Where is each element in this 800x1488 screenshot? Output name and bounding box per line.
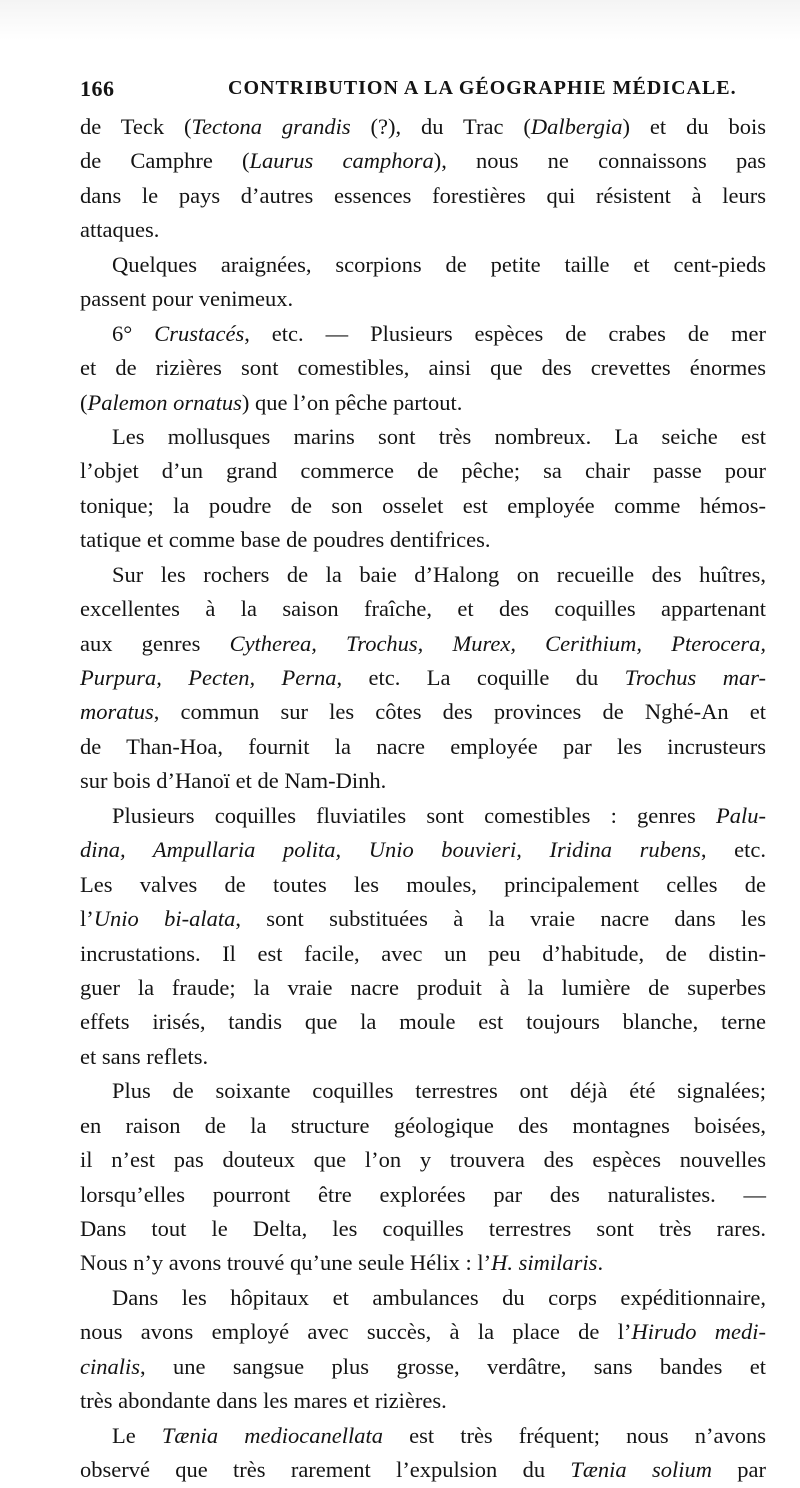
text-line (80, 1419, 766, 1453)
text-run: effets irisés, tandis que la moule est toujours blanche, terne (80, 1009, 766, 1035)
text-line (80, 833, 766, 867)
text-line (80, 351, 766, 385)
italic-text: Tænia solium (570, 1457, 712, 1483)
body-text (80, 110, 766, 1488)
text-run: ) que l’on pêche partout. (241, 389, 463, 415)
text-run: , etc. La coquille du (336, 665, 625, 690)
text-line (80, 1315, 766, 1349)
page-number: 166 (80, 76, 115, 101)
text-run: Le (112, 1422, 162, 1448)
text-run: Dans les hôpitaux et ambulances du corps expéditionnaire, (112, 1284, 766, 1310)
text-line (80, 592, 766, 626)
text-line (80, 1109, 766, 1143)
italic-text: H. similaris (491, 1250, 598, 1276)
text-line (80, 144, 766, 178)
text-run: Nous n’y avons trouvé qu’une seule Hélix : l’ (80, 1250, 492, 1276)
text-run: en raison de la structure géologique des montagnes boisées, (80, 1112, 766, 1138)
italic-text: Palemon ornatus (87, 389, 242, 415)
text-run: l’objet d’un grand commerce de pêche; sa chair passe pour (80, 458, 766, 484)
text-run: dans le pays d’autres essences forestières qui résistent à leurs (80, 182, 766, 208)
text-run: ), nous ne connaissons pas (433, 148, 766, 174)
italic-text: Tænia mediocanellata (161, 1422, 383, 1448)
text-line (80, 1350, 766, 1384)
text-run: et sans reflets. (80, 1043, 209, 1069)
italic-text: Crustacés (154, 320, 245, 346)
text-line (80, 902, 766, 936)
text-line (80, 1453, 766, 1487)
text-run: de Than-Hoa, fournit la nacre employée par les incrusteurs (80, 733, 766, 759)
text-line (80, 420, 766, 454)
italic-text: cinalis (80, 1353, 140, 1379)
text-run: ( (80, 389, 88, 415)
text-run: est très fréquent; nous n’avons (382, 1422, 766, 1448)
running-title: CONTRIBUTION A LA GÉOGRAPHIE MÉDICALE. (228, 77, 737, 99)
italic-text: Purpura, Pecten, Perna (80, 665, 337, 690)
text-line (80, 558, 766, 592)
italic-text: dina, Ampullaria polita, Unio bouvieri, Iridina rubens (80, 837, 701, 863)
text-line (80, 523, 766, 557)
text-run: , commun sur les côtes des provinces de Nghé-An et (153, 699, 766, 725)
italic-text: Laurus camphora (249, 148, 434, 174)
text-line (80, 1040, 766, 1074)
text-run: l’ (80, 906, 94, 932)
text-line (80, 695, 766, 729)
text-run: tatique et comme base de poudres dentifrices. (80, 527, 491, 553)
text-run: de Teck ( (80, 114, 192, 139)
italic-text: Hirudo medi- (631, 1319, 766, 1345)
text-run: incrustations. Il est facile, avec un peu d’habitude, de distin- (80, 940, 766, 966)
text-line (80, 1143, 766, 1177)
text-line (80, 868, 766, 902)
text-line (80, 1212, 766, 1246)
text-run: tonique; la poudre de son osselet est employée comme hémos- (80, 492, 766, 518)
text-run: , sont substituées à la vraie nacre dans les (235, 906, 766, 932)
text-run: Sur les rochers de la baie d’Halong on recueille des huîtres, (112, 561, 766, 587)
text-run: ) et du bois (622, 114, 766, 139)
text-run: , etc. — Plusieurs espèces de crabes de mer (244, 320, 767, 346)
text-line (80, 971, 766, 1005)
text-line (80, 627, 766, 661)
text-run: attaques. (80, 217, 160, 243)
text-line (80, 764, 766, 798)
text-run: , une sangsue plus grosse, verdâtre, sans bandes et (140, 1353, 766, 1379)
text-run: Dans tout le Delta, les coquilles terrestres sont très rares. (80, 1216, 766, 1241)
text-run: aux genres (80, 630, 230, 656)
text-run: 6° (112, 320, 155, 346)
text-line (80, 1074, 766, 1108)
text-line (80, 454, 766, 488)
text-run: très abondante dans les mares et rizières. (80, 1388, 447, 1414)
text-run: Plusieurs coquilles fluviatiles sont comestibles : genres (112, 802, 716, 828)
text-run: Plus de soixante coquilles terrestres ont déjà été signalées; (112, 1078, 766, 1104)
text-line (80, 1178, 766, 1212)
text-line (80, 937, 766, 971)
text-run: Les mollusques marins sont très nombreux. La seiche est (112, 423, 766, 449)
text-run: , etc. (700, 837, 766, 863)
text-run: de Camphre ( (80, 148, 250, 174)
page-header (80, 76, 770, 106)
text-line (80, 489, 766, 523)
text-line (80, 1281, 766, 1315)
text-run: nous avons employé avec succès, à la place de l’ (80, 1319, 632, 1345)
italic-text: Unio bi-alata (93, 906, 236, 932)
text-line (80, 661, 766, 695)
text-run: observé que très rarement l’expulsion du (80, 1457, 571, 1483)
text-run: Quelques araignées, scorpions de petite taille et cent-pieds (112, 251, 766, 277)
text-line (80, 179, 766, 213)
text-run: par (711, 1457, 766, 1483)
text-run: sur bois d’Hanoï et de Nam-Dinh. (80, 768, 387, 794)
text-line (80, 213, 766, 247)
text-line (80, 317, 766, 351)
text-line (80, 386, 766, 420)
italic-text: moratus (80, 699, 154, 725)
text-run: . (597, 1250, 604, 1276)
text-run: (?), du Trac ( (350, 114, 531, 139)
text-run: excellentes à la saison fraîche, et des coquilles appartenant (80, 596, 766, 622)
text-line (80, 730, 766, 764)
text-run: Les valves de toutes les moules, principalement celles de (80, 871, 766, 897)
text-run: lorsqu’elles pourront être explorées par des naturalistes. — (80, 1181, 766, 1207)
italic-text: Dalbergia (530, 114, 623, 139)
text-run: guer la fraude; la vraie nacre produit à la lumière de superbes (80, 974, 766, 1000)
italic-text: Palu- (716, 802, 766, 828)
text-line (80, 110, 766, 144)
text-run: et de rizières sont comestibles, ainsi que des crevettes énormes (80, 355, 766, 381)
italic-text: Cytherea, Trochus, Murex, Cerithium, Pterocera, (229, 630, 766, 656)
text-run: passent pour venimeux. (80, 286, 294, 312)
text-line (80, 1384, 766, 1418)
italic-text: Tectona grandis (191, 114, 351, 139)
text-line (80, 248, 766, 282)
text-line (80, 1005, 766, 1039)
text-run: il n’est pas douteux que l’on y trouvera des espèces nouvelles (80, 1147, 766, 1173)
italic-text: Trochus mar- (624, 665, 766, 690)
text-line (80, 799, 766, 833)
text-line (80, 1246, 766, 1280)
text-line (80, 282, 766, 316)
